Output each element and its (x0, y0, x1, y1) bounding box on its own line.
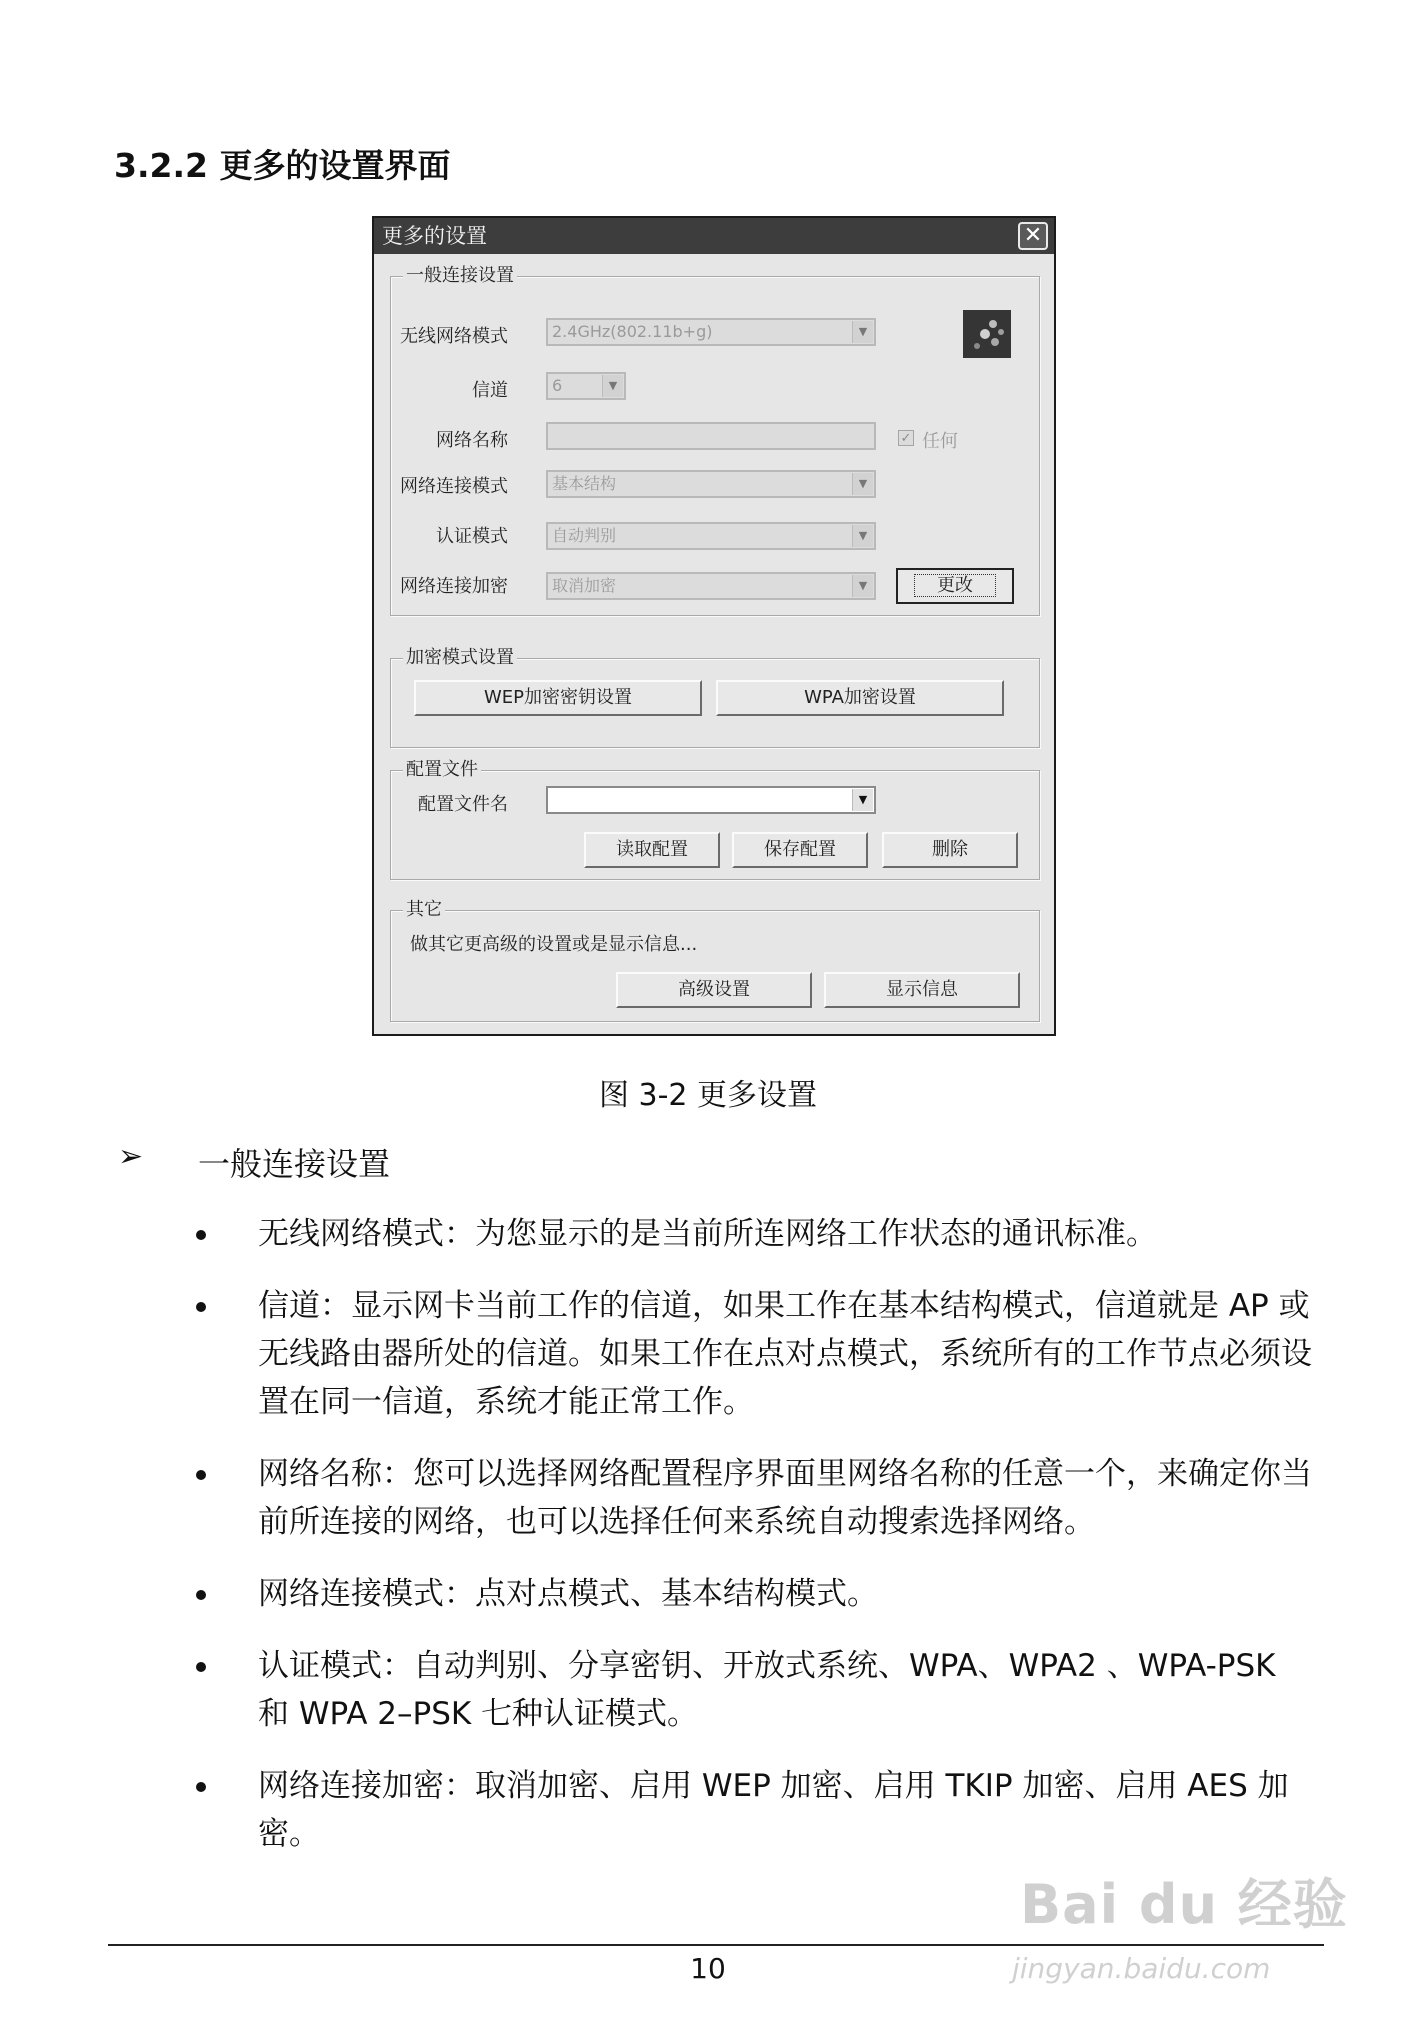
encryption-value: 取消加密 (552, 576, 617, 595)
auth-mode-label: 认证模式 (436, 526, 508, 547)
chevron-down-icon: ▼ (852, 321, 873, 343)
any-checkbox[interactable]: ✓ (898, 430, 914, 446)
list-item-text: 网络连接模式：点对点模式、基本结构模式。 (258, 1576, 878, 1612)
ssid-input[interactable] (546, 422, 876, 450)
ssid-label: 网络名称 (436, 430, 508, 451)
bullet-icon (196, 1782, 206, 1792)
network-mode-select[interactable] (546, 470, 876, 498)
list-item (196, 1210, 1316, 1258)
list-item-text: 信道：显示网卡当前工作的信道，如果工作在基本结构模式，信道就是 AP 或无线路由器所处的信道。如果工作在点对点模式，系统所有的工作节点必须设置在同一信道，系统才能正常工作。 (258, 1288, 1312, 1420)
show-info-button[interactable]: 显示信息 (824, 972, 1020, 1008)
auth-mode-value: 自动判别 (552, 526, 617, 545)
auth-mode-select[interactable] (546, 522, 876, 550)
channel-select[interactable] (546, 372, 626, 400)
close-icon: ✕ (1023, 223, 1043, 248)
list-heading: 一般连接设置 (198, 1145, 391, 1183)
change-button[interactable] (896, 568, 1014, 604)
read-profile-button[interactable]: 读取配置 (584, 832, 720, 868)
list-item-text: 认证模式：自动判别、分享密钥、开放式系统、WPA、WPA2 、WPA-PSK 和 WPA 2–PSK 七种认证模式。 (258, 1648, 1276, 1732)
section-title: 3.2.2 更多的设置界面 (114, 146, 451, 185)
bullet-icon (196, 1230, 206, 1240)
wpa-settings-button[interactable]: WPA加密设置 (716, 680, 1004, 716)
group-label: 其它 (403, 898, 445, 922)
encryption-select[interactable] (546, 572, 876, 600)
advanced-settings-button[interactable]: 高级设置 (616, 972, 812, 1008)
any-checkbox-label: 任何 (922, 431, 958, 452)
chevron-down-icon: ▼ (852, 789, 873, 811)
encryption-label: 网络连接加密 (400, 576, 508, 597)
chevron-down-icon: ▼ (602, 375, 623, 397)
channel-label: 信道 (472, 380, 508, 401)
list-item (196, 1642, 1316, 1738)
description-list (196, 1210, 1316, 1882)
bullet-icon (196, 1662, 206, 1672)
wireless-mode-value: 2.4GHz(802.11b+g) (552, 322, 713, 341)
chevron-down-icon: ▼ (852, 525, 873, 547)
change-button-label: 更改 (914, 574, 996, 597)
list-item (196, 1570, 1316, 1618)
network-mode-label: 网络连接模式 (400, 476, 508, 497)
bullet-icon (196, 1302, 206, 1312)
bullet-icon (196, 1470, 206, 1480)
group-label: 一般连接设置 (403, 264, 517, 288)
list-item (196, 1762, 1316, 1858)
wireless-mode-label: 无线网络模式 (400, 326, 508, 347)
close-button[interactable] (1018, 222, 1048, 250)
list-item-text: 网络连接加密：取消加密、启用 WEP 加密、启用 TKIP 加密、启用 AES 加密。 (258, 1768, 1289, 1852)
bullet-icon (196, 1590, 206, 1600)
page-number: 10 (690, 1952, 726, 1985)
chevron-down-icon: ▼ (852, 473, 873, 495)
wireless-app-icon (963, 310, 1011, 358)
group-label: 加密模式设置 (403, 646, 517, 670)
watermark-url: jingyan.baidu.com (1012, 1952, 1271, 1985)
figure-caption: 图 3-2 更多设置 (598, 1078, 818, 1113)
watermark-logo: Bai du 经验 (1020, 1873, 1348, 1936)
network-mode-value: 基本结构 (552, 474, 617, 493)
arrow-bullet-icon: ➢ (118, 1139, 144, 1174)
delete-profile-button[interactable]: 删除 (882, 832, 1018, 868)
other-description: 做其它更高级的设置或是显示信息... (410, 934, 698, 955)
list-item-text: 网络名称：您可以选择网络配置程序界面里网络名称的任意一个，来确定你当前所连接的网络，也可以选择任何来系统自动搜索选择网络。 (258, 1456, 1312, 1540)
group-label: 配置文件 (403, 758, 481, 782)
list-item (196, 1450, 1316, 1546)
profile-name-select[interactable] (546, 786, 876, 814)
chevron-down-icon: ▼ (852, 575, 873, 597)
channel-value: 6 (552, 376, 563, 395)
more-settings-dialog (372, 216, 1056, 1036)
profile-name-label: 配置文件名 (418, 794, 508, 815)
wireless-mode-select[interactable] (546, 318, 876, 346)
dialog-titlebar (374, 218, 1054, 254)
list-item (196, 1282, 1316, 1426)
footer-divider (108, 1944, 1324, 1946)
save-profile-button[interactable]: 保存配置 (732, 832, 868, 868)
list-item-text: 无线网络模式：为您显示的是当前所连网络工作状态的通讯标准。 (258, 1216, 1157, 1252)
wep-key-settings-button[interactable]: WEP加密密钥设置 (414, 680, 702, 716)
dialog-title: 更多的设置 (382, 224, 487, 248)
